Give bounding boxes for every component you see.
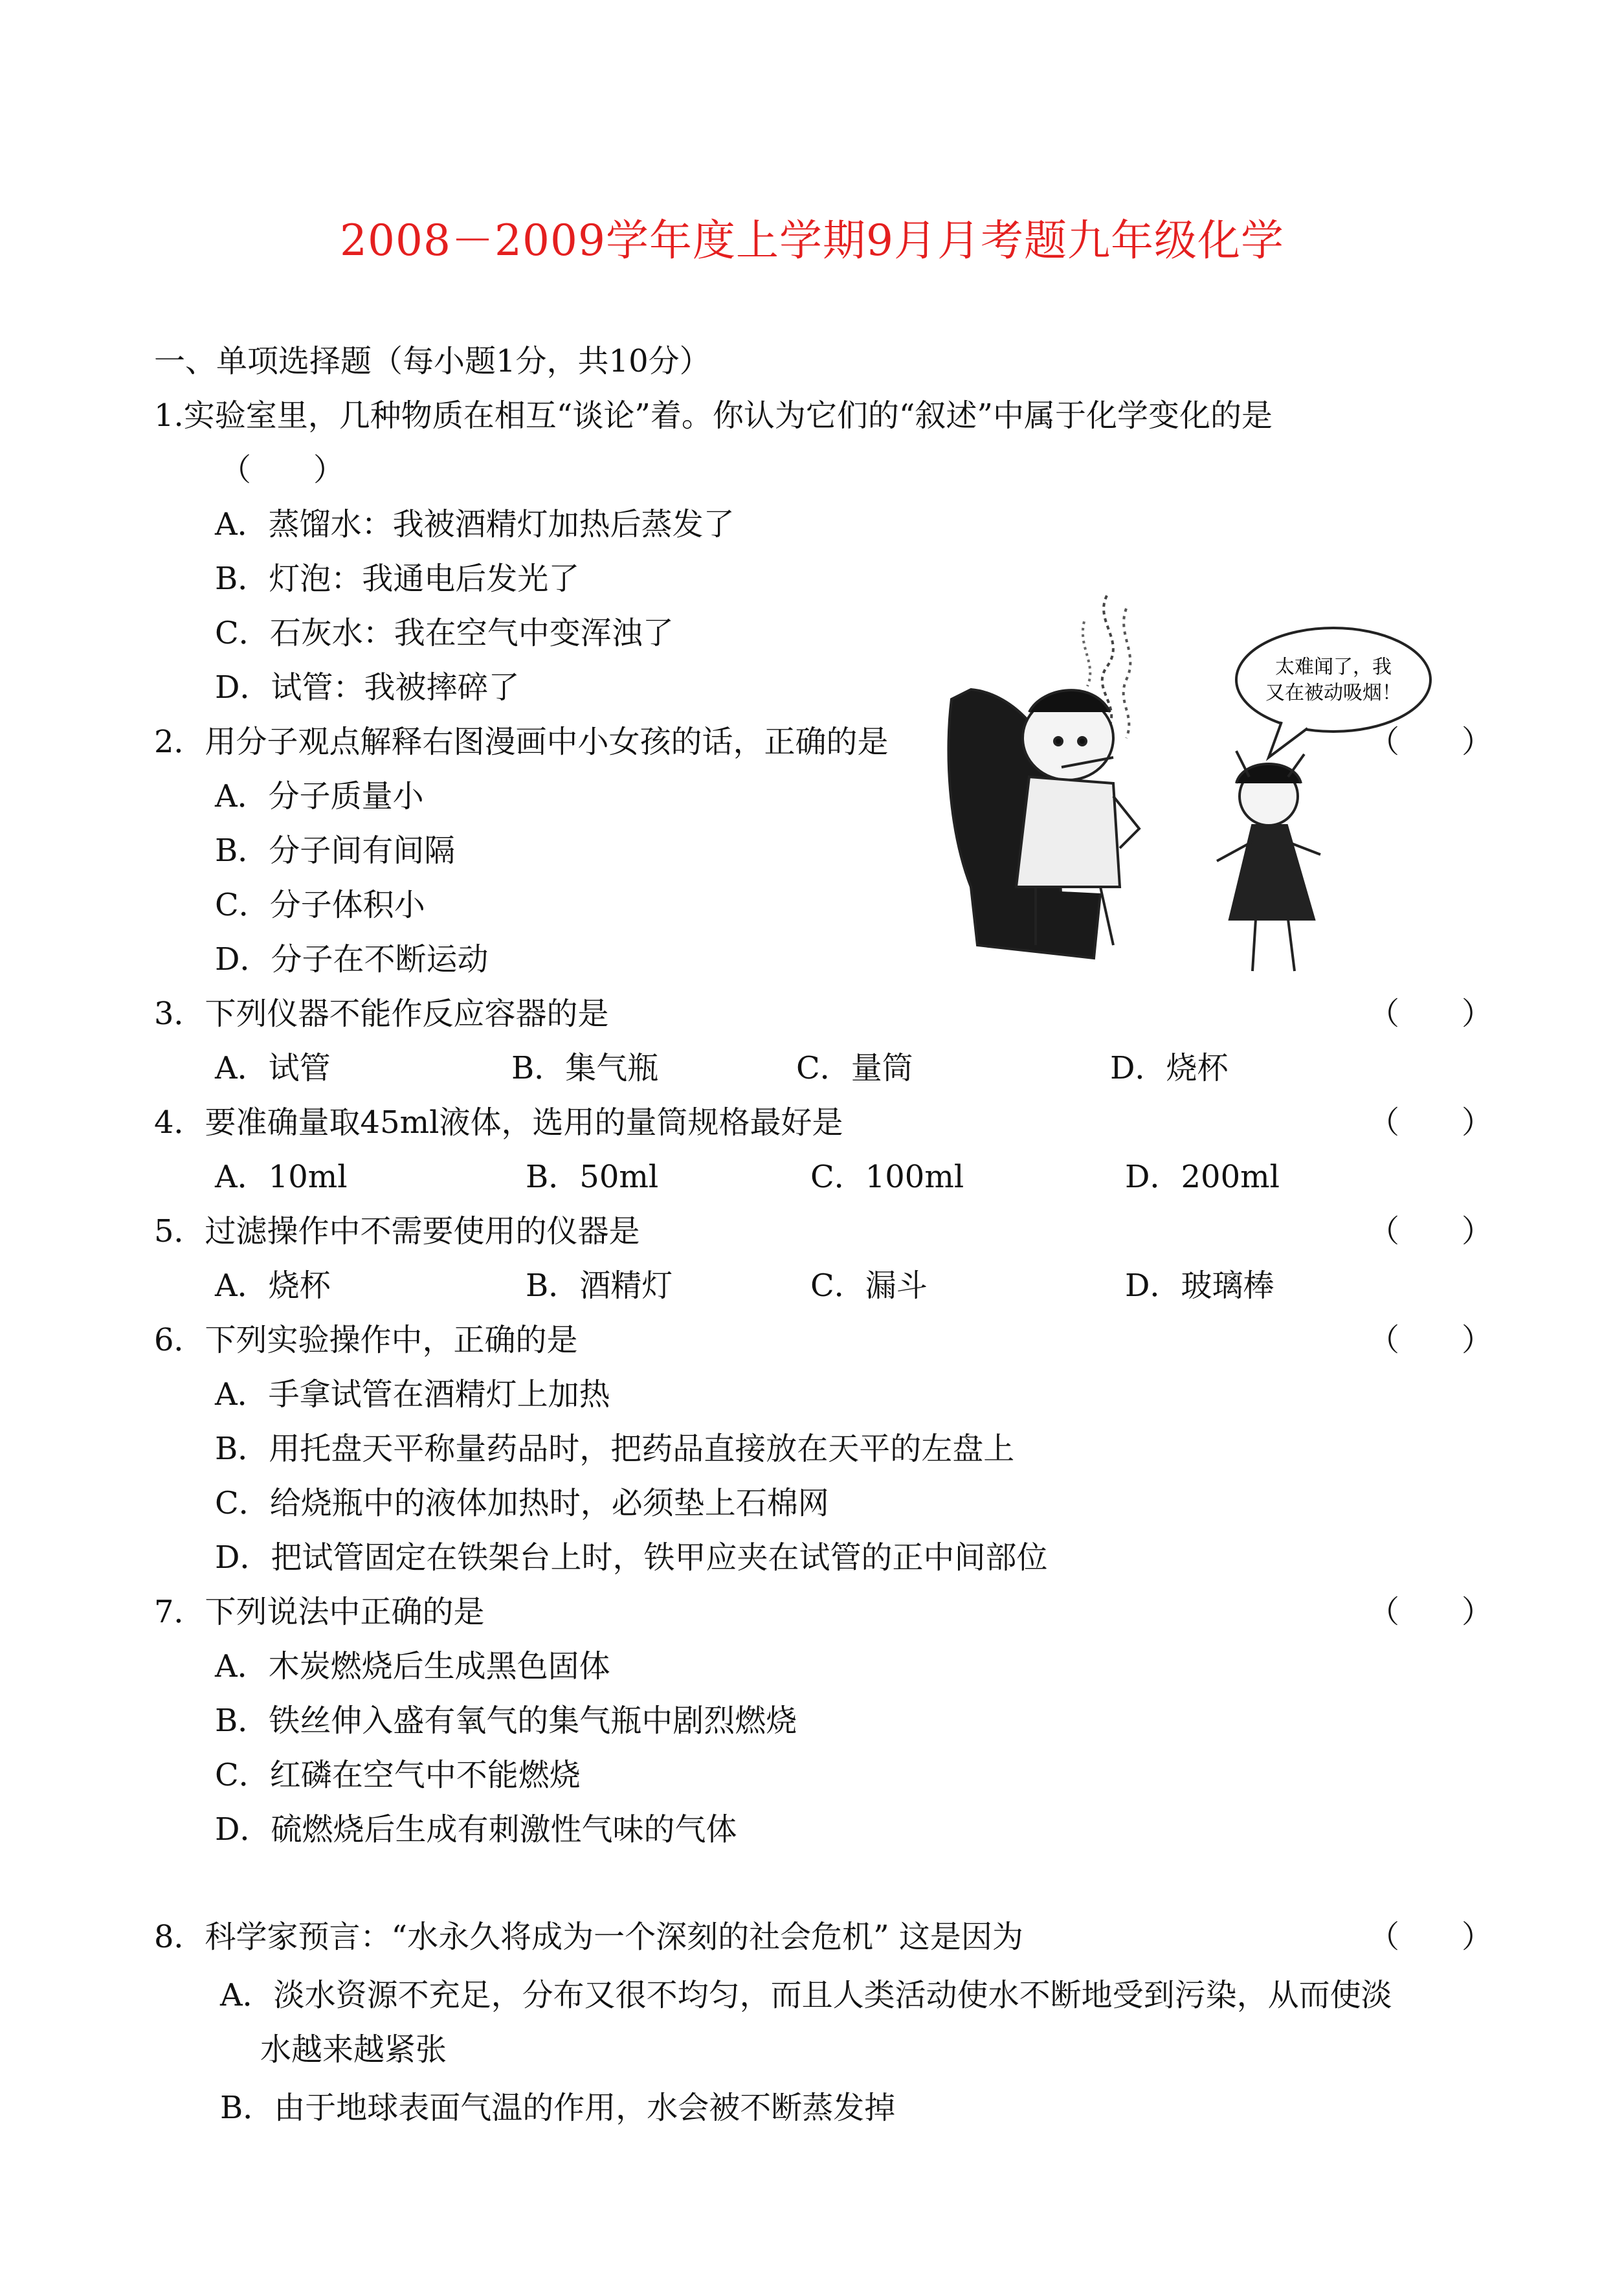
question-7-option-d: D．硫燃烧后生成有刺激性气味的气体 bbox=[215, 1811, 737, 1848]
question-3-answer-paren: （ ） bbox=[1368, 996, 1493, 1032]
section-heading: 一、单项选择题（每小题1分，共10分） bbox=[154, 343, 711, 379]
smoking-cartoon-illustration bbox=[932, 583, 1437, 997]
question-3-option-d: D．烧杯 bbox=[1110, 1050, 1229, 1086]
question-6-option-a: A．手拿试管在酒精灯上加热 bbox=[215, 1376, 610, 1413]
question-2-stem: 2．用分子观点解释右图漫画中小女孩的话，正确的是 bbox=[154, 724, 889, 760]
question-8-option-a: A．淡水资源不充足，分布又很不均匀，而且人类活动使水不断地受到污染，从而使淡 bbox=[220, 1977, 1392, 2013]
question-1-option-c: C．石灰水：我在空气中变浑浊了 bbox=[215, 615, 674, 651]
question-3-stem: 3．下列仪器不能作反应容器的是 bbox=[154, 996, 609, 1032]
question-8-answer-paren: （ ） bbox=[1368, 1919, 1493, 1955]
question-6-answer-paren: （ ） bbox=[1368, 1322, 1493, 1358]
bubble-line-1: 太难闻了，我 bbox=[1275, 656, 1392, 678]
question-4-option-c: C．100ml bbox=[810, 1159, 964, 1195]
question-4-option-a: A．10ml bbox=[215, 1159, 348, 1195]
page-title: 2008－2009学年度上学期9月月考题九年级化学 bbox=[340, 216, 1284, 265]
question-3-option-b: B．集气瓶 bbox=[511, 1050, 659, 1086]
question-6-stem: 6．下列实验操作中，正确的是 bbox=[154, 1322, 578, 1358]
question-1-option-d: D．试管：我被摔碎了 bbox=[215, 669, 520, 706]
question-5-option-d: D．玻璃棒 bbox=[1125, 1268, 1274, 1304]
question-6-option-c: C．给烧瓶中的液体加热时，必须垫上石棉网 bbox=[215, 1485, 829, 1521]
question-4-stem: 4．要准确量取45ml液体，选用的量筒规格最好是 bbox=[154, 1104, 843, 1141]
question-6-option-d: D．把试管固定在铁架台上时，铁甲应夹在试管的正中间部位 bbox=[215, 1539, 1048, 1576]
question-2-option-c: C．分子体积小 bbox=[215, 887, 425, 923]
question-1-stem: 1.实验室里，几种物质在相互“谈论”着。你认为它们的“叙述”中属于化学变化的是 bbox=[154, 397, 1273, 434]
question-8-stem: 8．科学家预言：“水永久将成为一个深刻的社会危机” 这是因为 bbox=[154, 1919, 1023, 1955]
question-5-stem: 5．过滤操作中不需要使用的仪器是 bbox=[154, 1213, 640, 1249]
question-5-option-c: C．漏斗 bbox=[810, 1268, 928, 1304]
question-1-option-a: A．蒸馏水：我被酒精灯加热后蒸发了 bbox=[215, 506, 735, 542]
question-7-option-c: C．红磷在空气中不能燃烧 bbox=[215, 1757, 581, 1793]
question-4-answer-paren: （ ） bbox=[1368, 1104, 1493, 1141]
question-8-option-b: B．由于地球表面气温的作用，水会被不断蒸发掉 bbox=[220, 2090, 896, 2126]
question-5-answer-paren: （ ） bbox=[1368, 1213, 1493, 1249]
question-8-option-a-continued: 水越来越紧张 bbox=[260, 2031, 447, 2068]
question-6-option-b: B．用托盘天平称量药品时，把药品直接放在天平的左盘上 bbox=[215, 1431, 1015, 1467]
question-2-option-d: D．分子在不断运动 bbox=[215, 941, 489, 978]
question-7-answer-paren: （ ） bbox=[1368, 1594, 1493, 1630]
question-4-option-d: D．200ml bbox=[1125, 1159, 1280, 1195]
question-1-answer-paren: （ ） bbox=[220, 452, 345, 488]
question-5-option-a: A．烧杯 bbox=[215, 1268, 331, 1304]
question-2-answer-paren: （ ） bbox=[1368, 724, 1493, 760]
question-4-option-b: B．50ml bbox=[526, 1159, 659, 1195]
question-3-option-c: C．量筒 bbox=[796, 1050, 913, 1086]
bubble-line-2: 又在被动吸烟！ bbox=[1265, 682, 1401, 704]
question-2-option-a: A．分子质量小 bbox=[215, 778, 424, 814]
question-7-option-a: A．木炭燃烧后生成黑色固体 bbox=[215, 1648, 610, 1684]
question-7-option-b: B．铁丝伸入盛有氧气的集气瓶中剧烈燃烧 bbox=[215, 1703, 797, 1739]
question-7-stem: 7．下列说法中正确的是 bbox=[154, 1594, 485, 1630]
question-3-option-a: A．试管 bbox=[215, 1050, 331, 1086]
question-2-option-b: B．分子间有间隔 bbox=[215, 833, 456, 869]
question-1-option-b: B．灯泡：我通电后发光了 bbox=[215, 561, 580, 597]
question-5-option-b: B．酒精灯 bbox=[526, 1268, 673, 1304]
